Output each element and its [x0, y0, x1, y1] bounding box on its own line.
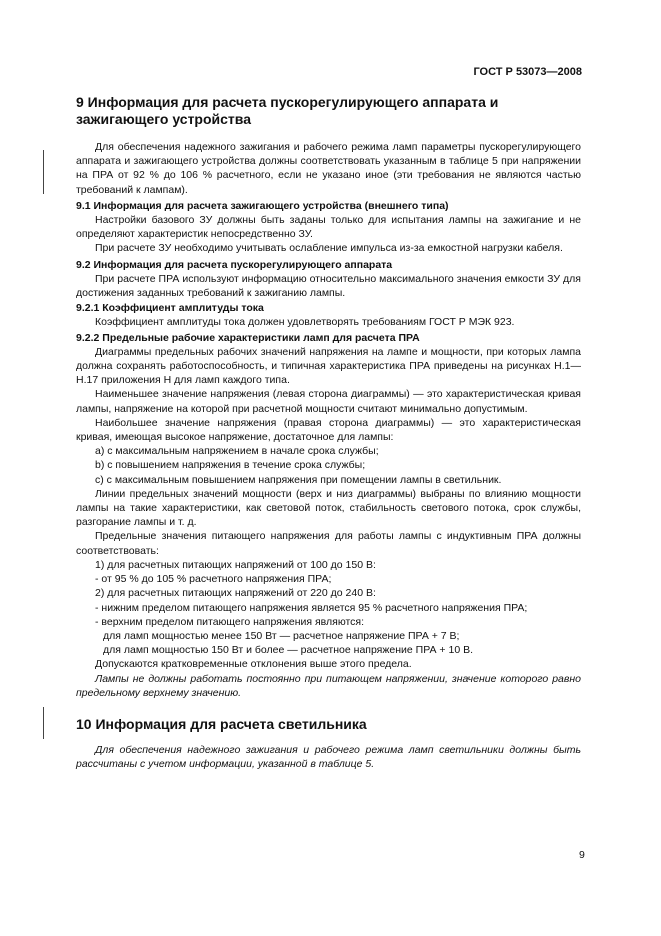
list-item: c) с максимальным повышением напряжения при помещении лампы в светильник. — [95, 473, 502, 486]
subsection-9-2-title: 9.2 Информация для расчета пускорегулирующего аппарата — [76, 258, 393, 271]
subsection-9-2-2-title: 9.2.2 Предельные рабочие характеристики ламп для расчета ПРА — [76, 331, 420, 344]
list-item: - верхним пределом питающего напряжения являются: — [95, 615, 365, 628]
list-item: для ламп мощностью менее 150 Вт — расчетное напряжение ПРА + 7 В; — [103, 629, 460, 642]
paragraph: Настройки базового ЗУ должны быть заданы только для испытания лампы на зажигание и не определяют характеристик непосредственно ЗУ. — [76, 214, 581, 241]
document-id: ГОСТ Р 53073—2008 — [473, 66, 582, 78]
subsection-9-1-title: 9.1 Информация для расчета зажигающего устройства (внешнего типа) — [76, 199, 449, 212]
change-bar — [43, 150, 44, 194]
list-item: - от 95 % до 105 % расчетного напряжения ПРА; — [95, 573, 332, 586]
paragraph: Коэффициент амплитуды тока должен удовлетворять требованиям ГОСТ Р МЭК 923. — [95, 316, 515, 329]
paragraph: Линии предельных значений мощности (верх и низ диаграммы) выбраны по влиянию мощности лампы на такие характеристики, как световой поток, стабильность светового потока, срок службы, разгорание лампы и т. д. — [76, 487, 581, 529]
list-item: - нижним пределом питающего напряжения является 95 % расчетного напряжения ПРА; — [95, 601, 528, 614]
note-paragraph: Лампы не должны работать постоянно при питающем напряжении, значение которого равно предельному верхнему значению. — [76, 672, 581, 699]
paragraph: Предельные значения питающего напряжения для работы лампы с индуктивным ПРА должны соответствовать: — [76, 530, 581, 557]
page-number: 9 — [579, 849, 585, 861]
paragraph: Допускаются кратковременные отклонения выше этого предела. — [95, 658, 412, 671]
list-item: 2) для расчетных питающих напряжений от 220 до 240 В: — [95, 587, 376, 600]
page-body — [76, 94, 581, 771]
section-10-title: 10 Информация для расчета светильника — [76, 715, 367, 732]
change-bar — [43, 707, 44, 739]
paragraph: При расчете ПРА используют информацию относительно максимального значения емкости ЗУ для достижения заданных требований к зажиганию лампы. — [76, 272, 581, 300]
section-9-title: 9 Информация для расчета пускорегулирующего аппарата и зажигающего устройства — [76, 94, 499, 127]
section-10-paragraph: Для обеспечения надежного зажигания и рабочего режима ламп светильники должны быть рассчитаны с учетом информации, указанной в таблице 5. — [76, 743, 581, 771]
paragraph: Диаграммы предельных рабочих значений напряжения на лампе и мощности, при которых лампа должна сохранять работоспособность, и типичная характеристика ПРА приведены на рисунках Н.1—Н.17 приложения Н для ламп каждого типа. — [76, 345, 581, 387]
paragraph: Наименьшее значение напряжения (левая сторона диаграммы) — это характеристическая кривая лампы, напряжение на которой при расчетной мощности считают минимально допустимым. — [76, 388, 581, 415]
subsection-9-2-1-title: 9.2.1 Коэффициент амплитуды тока — [76, 302, 264, 315]
paragraph: При расчете ЗУ необходимо учитывать ослабление импульса из-за емкостной нагрузки кабеля. — [95, 242, 563, 255]
paragraph: Наибольшее значение напряжения (правая сторона диаграммы) — это характеристическая кривая, имеющая высокое напряжение, достаточное для лампы: — [76, 416, 581, 444]
list-item: b) с повышением напряжения в течение срока службы; — [95, 459, 366, 472]
list-item: для ламп мощностью 150 Вт и более — расчетное напряжение ПРА + 10 В. — [103, 644, 473, 657]
section-9-intro: Для обеспечения надежного зажигания и рабочего режима ламп параметры пускорегулирующего аппарата и зажигающего устройства должны соответствовать указанным в таблице 5 при напряжении на ПРА от 92 % до 106 % расчетного, если не указано иное (эти требования не являются частью требований к лампам). — [76, 141, 581, 196]
list-item: 1) для расчетных питающих напряжений от 100 до 150 В: — [95, 558, 376, 571]
list-item: a) с максимальным напряжением в начале срока службы; — [95, 445, 379, 458]
